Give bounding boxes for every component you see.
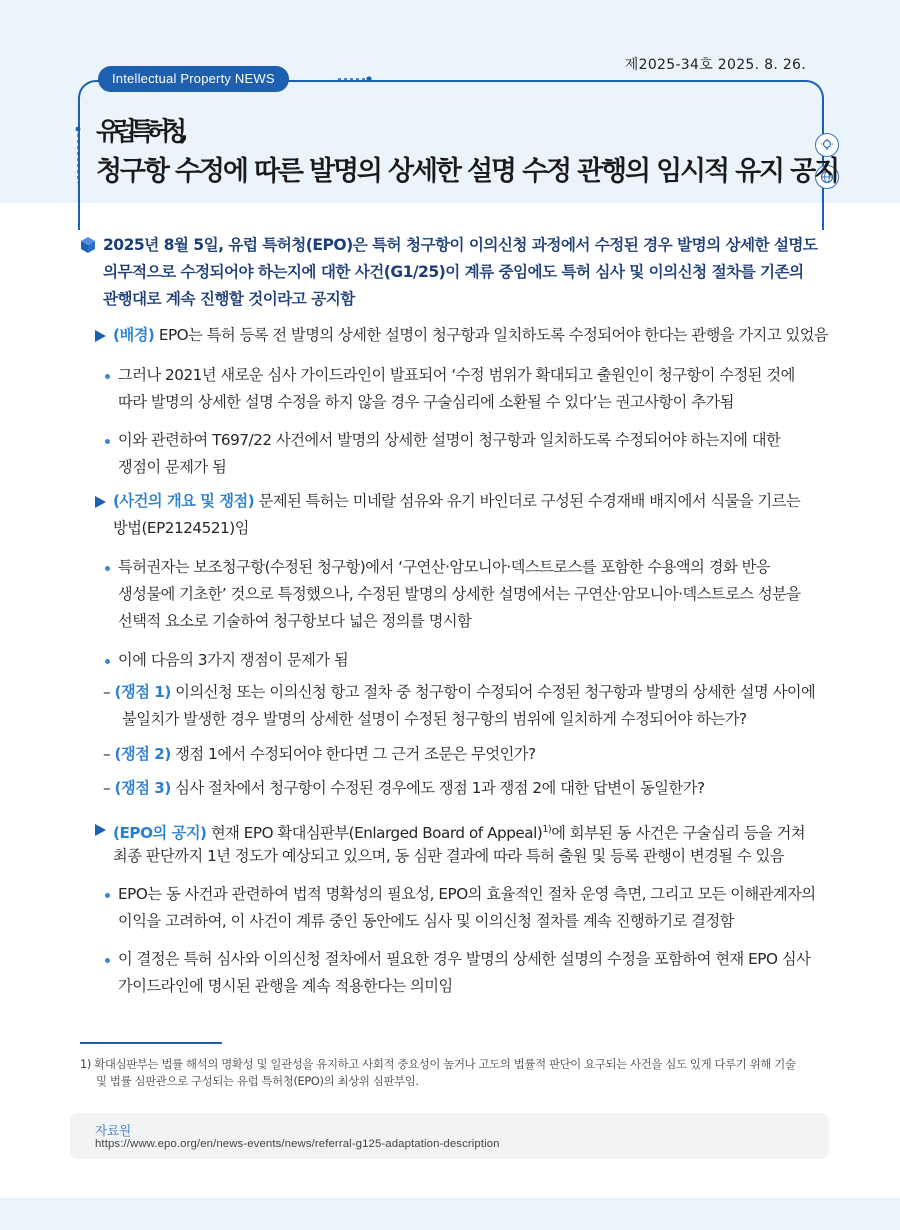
bullet-dot xyxy=(105,893,110,898)
bullet-dot xyxy=(105,659,110,664)
case-bullet1-line3: 선택적 요소로 기술하여 청구항보다 넓은 정의를 명시함 xyxy=(118,612,472,630)
case-bullet1-line1: 특허권자는 보조청구항(수정된 청구항)에서 ‘구연산·암모니아·덱스트로스를 포함한 수용액의 경화 반응 xyxy=(118,558,771,576)
case-bullet1-line2: 생성물에 기초한’ 것으로 특정했으나, 수정된 발명의 상세한 설명에서는 구연산·암모니아·덱스트로스 성분을 xyxy=(118,585,801,603)
title-line-1: 유럽 특허청, xyxy=(96,117,181,146)
case-text: 문제된 특허는 미네랄 섬유와 유기 바인더로 구성된 수경재배 배지에서 식물을 기르는 xyxy=(254,492,801,510)
decorative-vertical-dots xyxy=(74,125,82,185)
bullet-dot xyxy=(105,958,110,963)
bullet-dot xyxy=(105,439,110,444)
notice-text-a: 현재 EPO 확대심판부(Enlarged Board of Appeal) xyxy=(206,824,543,843)
background-text: EPO는 특허 등록 전 발명의 상세한 설명이 청구항과 일치하도록 수정되어야 한다는 관행을 가지고 있었음 xyxy=(154,326,829,344)
lead-line-1: 2025년 8월 5일, 유럽 특허청(EPO)은 특허 청구항이 이의신청 과정에서 수정된 경우 발명의 상세한 설명도 xyxy=(103,236,818,254)
newsletter-badge: Intellectual Property NEWS xyxy=(98,66,289,92)
issue1-label: (쟁점 1) xyxy=(114,683,171,701)
lead-line-3: 관행대로 계속 진행할 것이라고 공지함 xyxy=(103,290,355,308)
source-box xyxy=(70,1113,829,1159)
issue2-text: 쟁점 1에서 수정되어야 한다면 그 근거 조문은 무엇인가? xyxy=(170,745,536,763)
bullet-dot xyxy=(105,374,110,379)
background-label: (배경) xyxy=(113,326,155,344)
footnote-line-2: 및 법률 심판관으로 구성되는 유럽 특허청(EPO)의 최상위 심판부임. xyxy=(96,1074,419,1088)
notice-label: (EPO의 공지) xyxy=(113,824,207,843)
triangle-bullet-icon xyxy=(95,496,106,508)
case-heading xyxy=(113,488,800,515)
lead-line-2: 의무적으로 수정되어야 하는지에 대한 사건(G1/25)이 계류 중임에도 특허 심사 및 이의신청 절차를 기존의 xyxy=(103,263,804,281)
case-line-2: 방법(EP2124521)임 xyxy=(113,519,249,537)
bullet-dot xyxy=(105,566,110,571)
source-url[interactable]: https://www.epo.org/en/news-events/news/referral-g125-adaptation-description xyxy=(95,1138,500,1150)
cube-bullet-icon xyxy=(80,236,96,254)
footnote-mark: 1) xyxy=(542,824,552,835)
issue1-text: 이의신청 또는 이의신청 항고 절차 중 청구항이 수정되어 수정된 청구항과 발명의 상세한 설명 사이에 xyxy=(170,683,816,701)
notice-bullet2-line1: 이 결정은 특허 심사와 이의신청 절차에서 필요한 경우 발명의 상세한 설명의 수정을 포함하여 현재 EPO 심사 xyxy=(118,950,811,968)
footnote-divider xyxy=(80,1042,222,1044)
background-bullet1-line2: 따라 발명의 상세한 설명 수정을 하지 않을 경우 구술심리에 소환될 수 있다’는 권고사항이 추가됨 xyxy=(118,393,734,411)
background-bullet2-line2: 쟁점이 문제가 됨 xyxy=(118,458,227,476)
issue3-label: (쟁점 3) xyxy=(114,779,171,797)
issue2-label: (쟁점 2) xyxy=(114,745,171,763)
dash-marker: – xyxy=(103,745,115,763)
source-title: 자료원 xyxy=(95,1123,132,1138)
triangle-bullet-icon xyxy=(95,824,106,836)
issue-number: 제2025-34호 2025. 8. 26. xyxy=(624,57,806,73)
notice-line-2: 최종 판단까지 1년 정도가 예상되고 있으며, 동 심판 결과에 따라 특허 출원 및 등록 관행이 변경될 수 있음 xyxy=(113,847,785,865)
background-heading xyxy=(113,322,828,349)
issue-2 xyxy=(103,741,536,768)
issue-1-line-2: 불일치가 발생한 경우 발명의 상세한 설명이 수정된 청구항의 범위에 일치하게 수정되어야 하는가? xyxy=(122,710,747,728)
triangle-bullet-icon xyxy=(95,330,106,342)
dash-marker: – xyxy=(103,779,115,797)
title-line-2: 청구항 수정에 따른 발명의 상세한 설명 수정 관행의 임시적 유지 공지 xyxy=(96,156,838,187)
notice-bullet1-line1: EPO는 동 사건과 관련하여 법적 명확성의 필요성, EPO의 효율적인 절차 운영 측면, 그리고 모든 이해관계자의 xyxy=(118,885,816,903)
notice-bullet2-line2: 가이드라인에 명시된 관행을 계속 적용한다는 의미임 xyxy=(118,977,453,995)
issue-1 xyxy=(103,679,815,706)
footer-band xyxy=(0,1198,900,1230)
case-bullet2: 이에 다음의 3가지 쟁점이 문제가 됨 xyxy=(118,651,349,669)
page-title xyxy=(96,112,838,192)
background-bullet1-line1: 그러나 2021년 새로운 심사 가이드라인이 발표되어 ‘수정 범위가 확대되고 출원인이 청구항이 수정된 것에 xyxy=(118,366,795,384)
case-label: (사건의 개요 및 쟁점) xyxy=(113,492,255,510)
decorative-dots xyxy=(338,75,374,83)
background-bullet2-line1: 이와 관련하여 T697/22 사건에서 발명의 상세한 설명이 청구항과 일치하도록 수정되어야 하는지에 대한 xyxy=(118,431,781,449)
notice-text-b: 에 회부된 동 사건은 구술심리 등을 거쳐 xyxy=(551,824,806,843)
issue3-text: 심사 절차에서 청구항이 수정된 경우에도 쟁점 1과 쟁점 2에 대한 답변이 동일한가? xyxy=(170,779,705,797)
dash-marker: – xyxy=(103,683,115,701)
footnote-line-1: 1) 확대심판부는 법률 해석의 명확성 및 일관성을 유지하고 사회적 중요성이 높거나 고도의 법률적 판단이 요구되는 사건을 심도 있게 다루기 위해 기술 xyxy=(80,1057,796,1071)
notice-bullet1-line2: 이익을 고려하여, 이 사건이 계류 중인 동안에도 심사 및 이의신청 절차를 계속 진행하기로 결정함 xyxy=(118,912,734,930)
issue-3 xyxy=(103,775,705,802)
